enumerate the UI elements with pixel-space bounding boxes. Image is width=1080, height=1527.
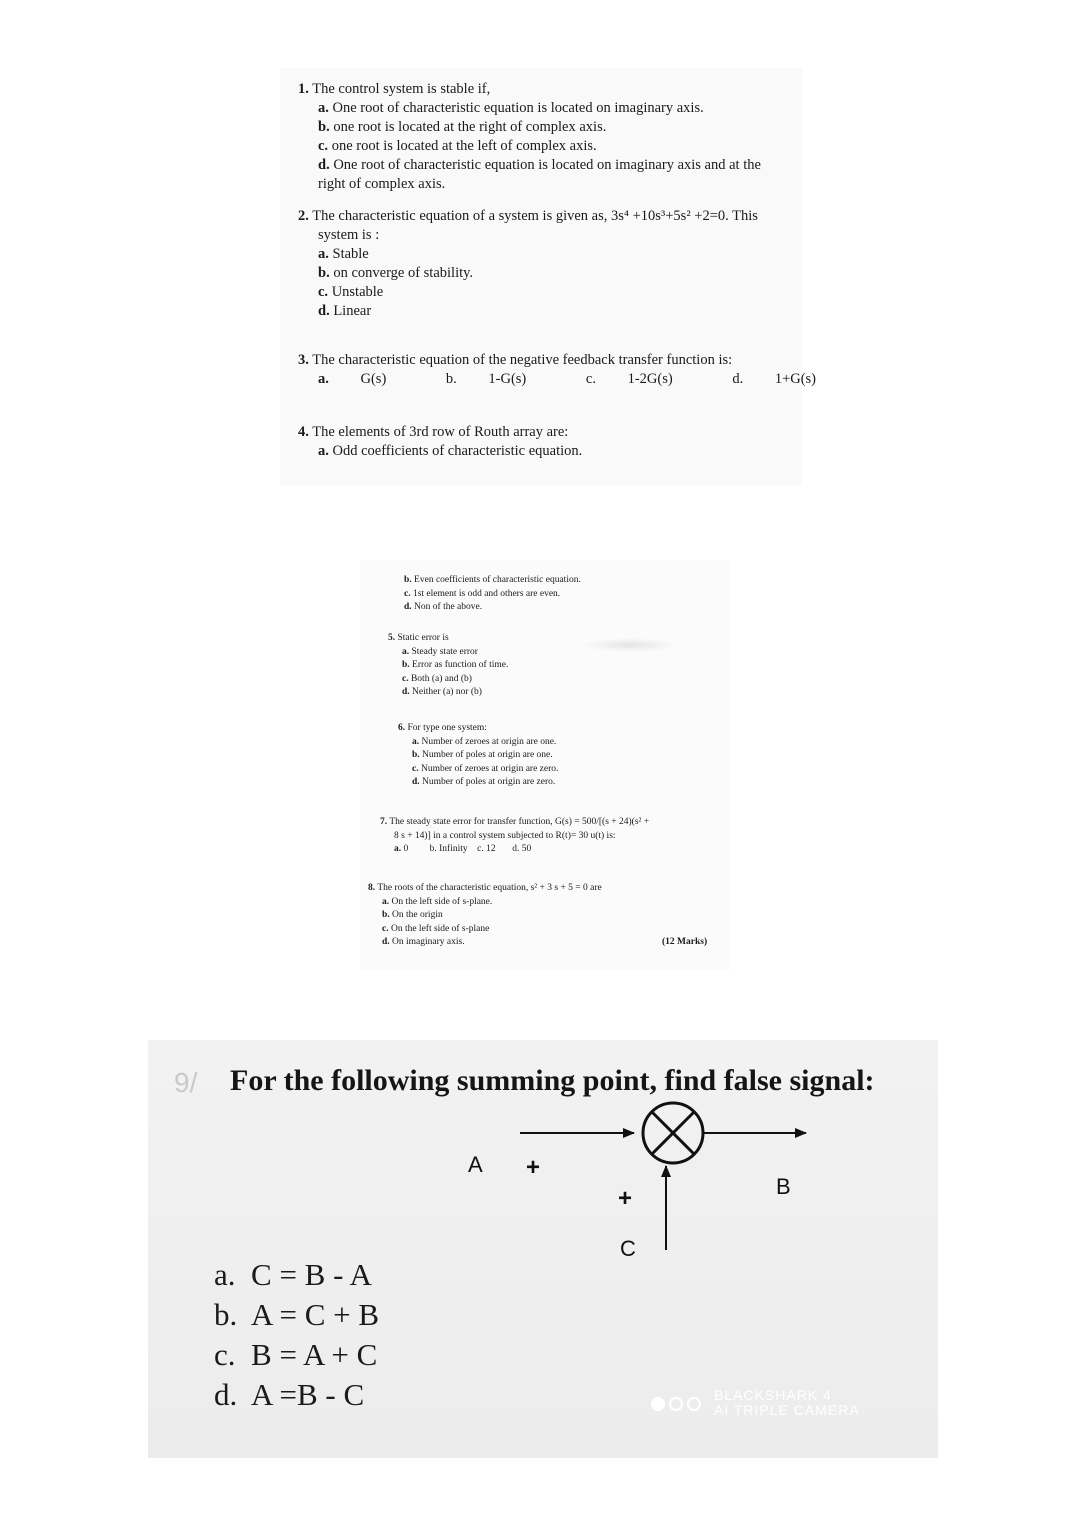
question-number: 5. bbox=[388, 633, 396, 643]
option-c: c. Unstable bbox=[318, 284, 384, 300]
option-a: a. Steady state error bbox=[402, 646, 478, 657]
question-number: 2. bbox=[298, 208, 309, 224]
question-stem: The characteristic equation of the negative feedback transfer function is: bbox=[312, 352, 733, 368]
question-stem: The control system is stable if, bbox=[312, 81, 491, 97]
signal-label-b: B bbox=[776, 1174, 791, 1199]
option-d: d. On imaginary axis. bbox=[382, 937, 465, 947]
question-stem-continuation: 8 s + 14)] in a control system subjected to R(t)= 30 u(t) is: bbox=[394, 830, 616, 841]
signal-label-c: C bbox=[620, 1236, 636, 1261]
question-stem: Static error is bbox=[397, 633, 449, 643]
option-d: d. A =B - C bbox=[214, 1377, 365, 1412]
option-d: d. 1+G(s) bbox=[732, 371, 817, 387]
question-9-options bbox=[214, 1255, 379, 1415]
option-c: c. 1st element is odd and others are even. bbox=[404, 588, 561, 599]
watermark-line-1: BLACKSHARK 4 bbox=[714, 1387, 832, 1403]
marks-label: (12 Marks) bbox=[662, 937, 708, 947]
sign-c: + bbox=[618, 1185, 633, 1212]
question-7 bbox=[380, 816, 649, 857]
option-d: d. Number of poles at origin are zero. bbox=[412, 777, 556, 787]
question-stem-continuation: system is : bbox=[318, 227, 380, 243]
question-stem: The steady state error for transfer function, G(s) = 500/[(s + 24)(s² + bbox=[389, 817, 650, 827]
summing-junction bbox=[643, 1103, 703, 1163]
option-d: d. 50 bbox=[512, 844, 532, 854]
option-c: c. On the left side of s-plane bbox=[382, 923, 490, 934]
question-8 bbox=[368, 882, 602, 950]
option-c: c. Both (a) and (b) bbox=[402, 673, 472, 684]
question-6 bbox=[398, 722, 558, 790]
option-b: b. A = C + B bbox=[214, 1297, 380, 1332]
options-row bbox=[298, 370, 872, 389]
option-a: a. G(s) bbox=[318, 371, 387, 387]
option-d: d. One root of characteristic equation is located on imaginary axis and at the bbox=[318, 157, 761, 173]
question-number: 1. bbox=[298, 81, 309, 97]
option-c: c. 12 bbox=[477, 844, 496, 854]
option-a: a. C = B - A bbox=[214, 1257, 372, 1292]
option-b: b. Error as function of time. bbox=[402, 660, 509, 670]
question-1 bbox=[298, 80, 761, 194]
option-c: c. Number of zeroes at origin are zero. bbox=[412, 763, 559, 774]
question-number: 9/ bbox=[174, 1067, 198, 1098]
option-b: b. Infinity bbox=[429, 844, 468, 854]
exam-section-3-photo bbox=[148, 1040, 938, 1458]
question-2 bbox=[298, 207, 758, 321]
option-b: b. Number of poles at origin are one. bbox=[412, 750, 553, 760]
option-a: a. 0 bbox=[394, 844, 409, 854]
question-stem: The characteristic equation of a system is given as, 3s⁴ +10s³+5s² +2=0. This bbox=[312, 208, 758, 224]
option-b: b. one root is located at the right of complex axis. bbox=[318, 119, 607, 135]
option-a: a. Number of zeroes at origin are one. bbox=[412, 736, 557, 747]
option-d: d. Neither (a) nor (b) bbox=[402, 687, 482, 697]
watermark-dots-icon bbox=[650, 1396, 706, 1412]
watermark-line-2: AI TRIPLE CAMERA bbox=[714, 1402, 860, 1418]
question-4 bbox=[298, 423, 582, 461]
option-a: a. One root of characteristic equation is located on imaginary axis. bbox=[318, 100, 704, 116]
sign-a: + bbox=[526, 1154, 541, 1181]
option-c: c. 1-2G(s) bbox=[585, 371, 673, 387]
option-a: a. Stable bbox=[318, 246, 369, 262]
option-d-continuation: right of complex axis. bbox=[318, 176, 446, 192]
option-b: b. 1-G(s) bbox=[445, 371, 527, 387]
question-stem: The roots of the characteristic equation, s² + 3 s + 5 = 0 are bbox=[377, 883, 602, 893]
question-stem: The elements of 3rd row of Routh array are: bbox=[312, 424, 569, 440]
question-number: 6. bbox=[398, 723, 406, 733]
question-number: 8. bbox=[368, 883, 376, 893]
signal-label-a: A bbox=[468, 1152, 483, 1177]
question-5 bbox=[388, 632, 508, 700]
option-d: d. Linear bbox=[318, 303, 372, 319]
option-c: c. one root is located at the left of complex axis. bbox=[318, 138, 597, 154]
question-3 bbox=[298, 351, 872, 389]
option-a: a. Odd coefficients of characteristic equation. bbox=[318, 443, 583, 459]
question-number: 4. bbox=[298, 424, 309, 440]
question-number: 7. bbox=[380, 817, 388, 827]
option-b: b. on converge of stability. bbox=[318, 265, 474, 281]
option-b: b. Even coefficients of characteristic equation. bbox=[404, 575, 581, 585]
option-b: b. On the origin bbox=[382, 910, 443, 920]
option-d: d. Non of the above. bbox=[404, 602, 483, 612]
option-a: a. On the left side of s-plane. bbox=[382, 896, 493, 907]
photo-smudge bbox=[582, 638, 678, 652]
question-4-remaining-options bbox=[404, 574, 581, 615]
question-stem: For the following summing point, find false signal: bbox=[230, 1064, 875, 1097]
exam-section-1 bbox=[280, 68, 817, 486]
question-number: 3. bbox=[298, 352, 309, 368]
option-c: c. B = A + C bbox=[214, 1337, 378, 1372]
question-stem: For type one system: bbox=[407, 723, 487, 733]
options-row bbox=[380, 843, 649, 857]
exam-section-2 bbox=[360, 560, 730, 970]
